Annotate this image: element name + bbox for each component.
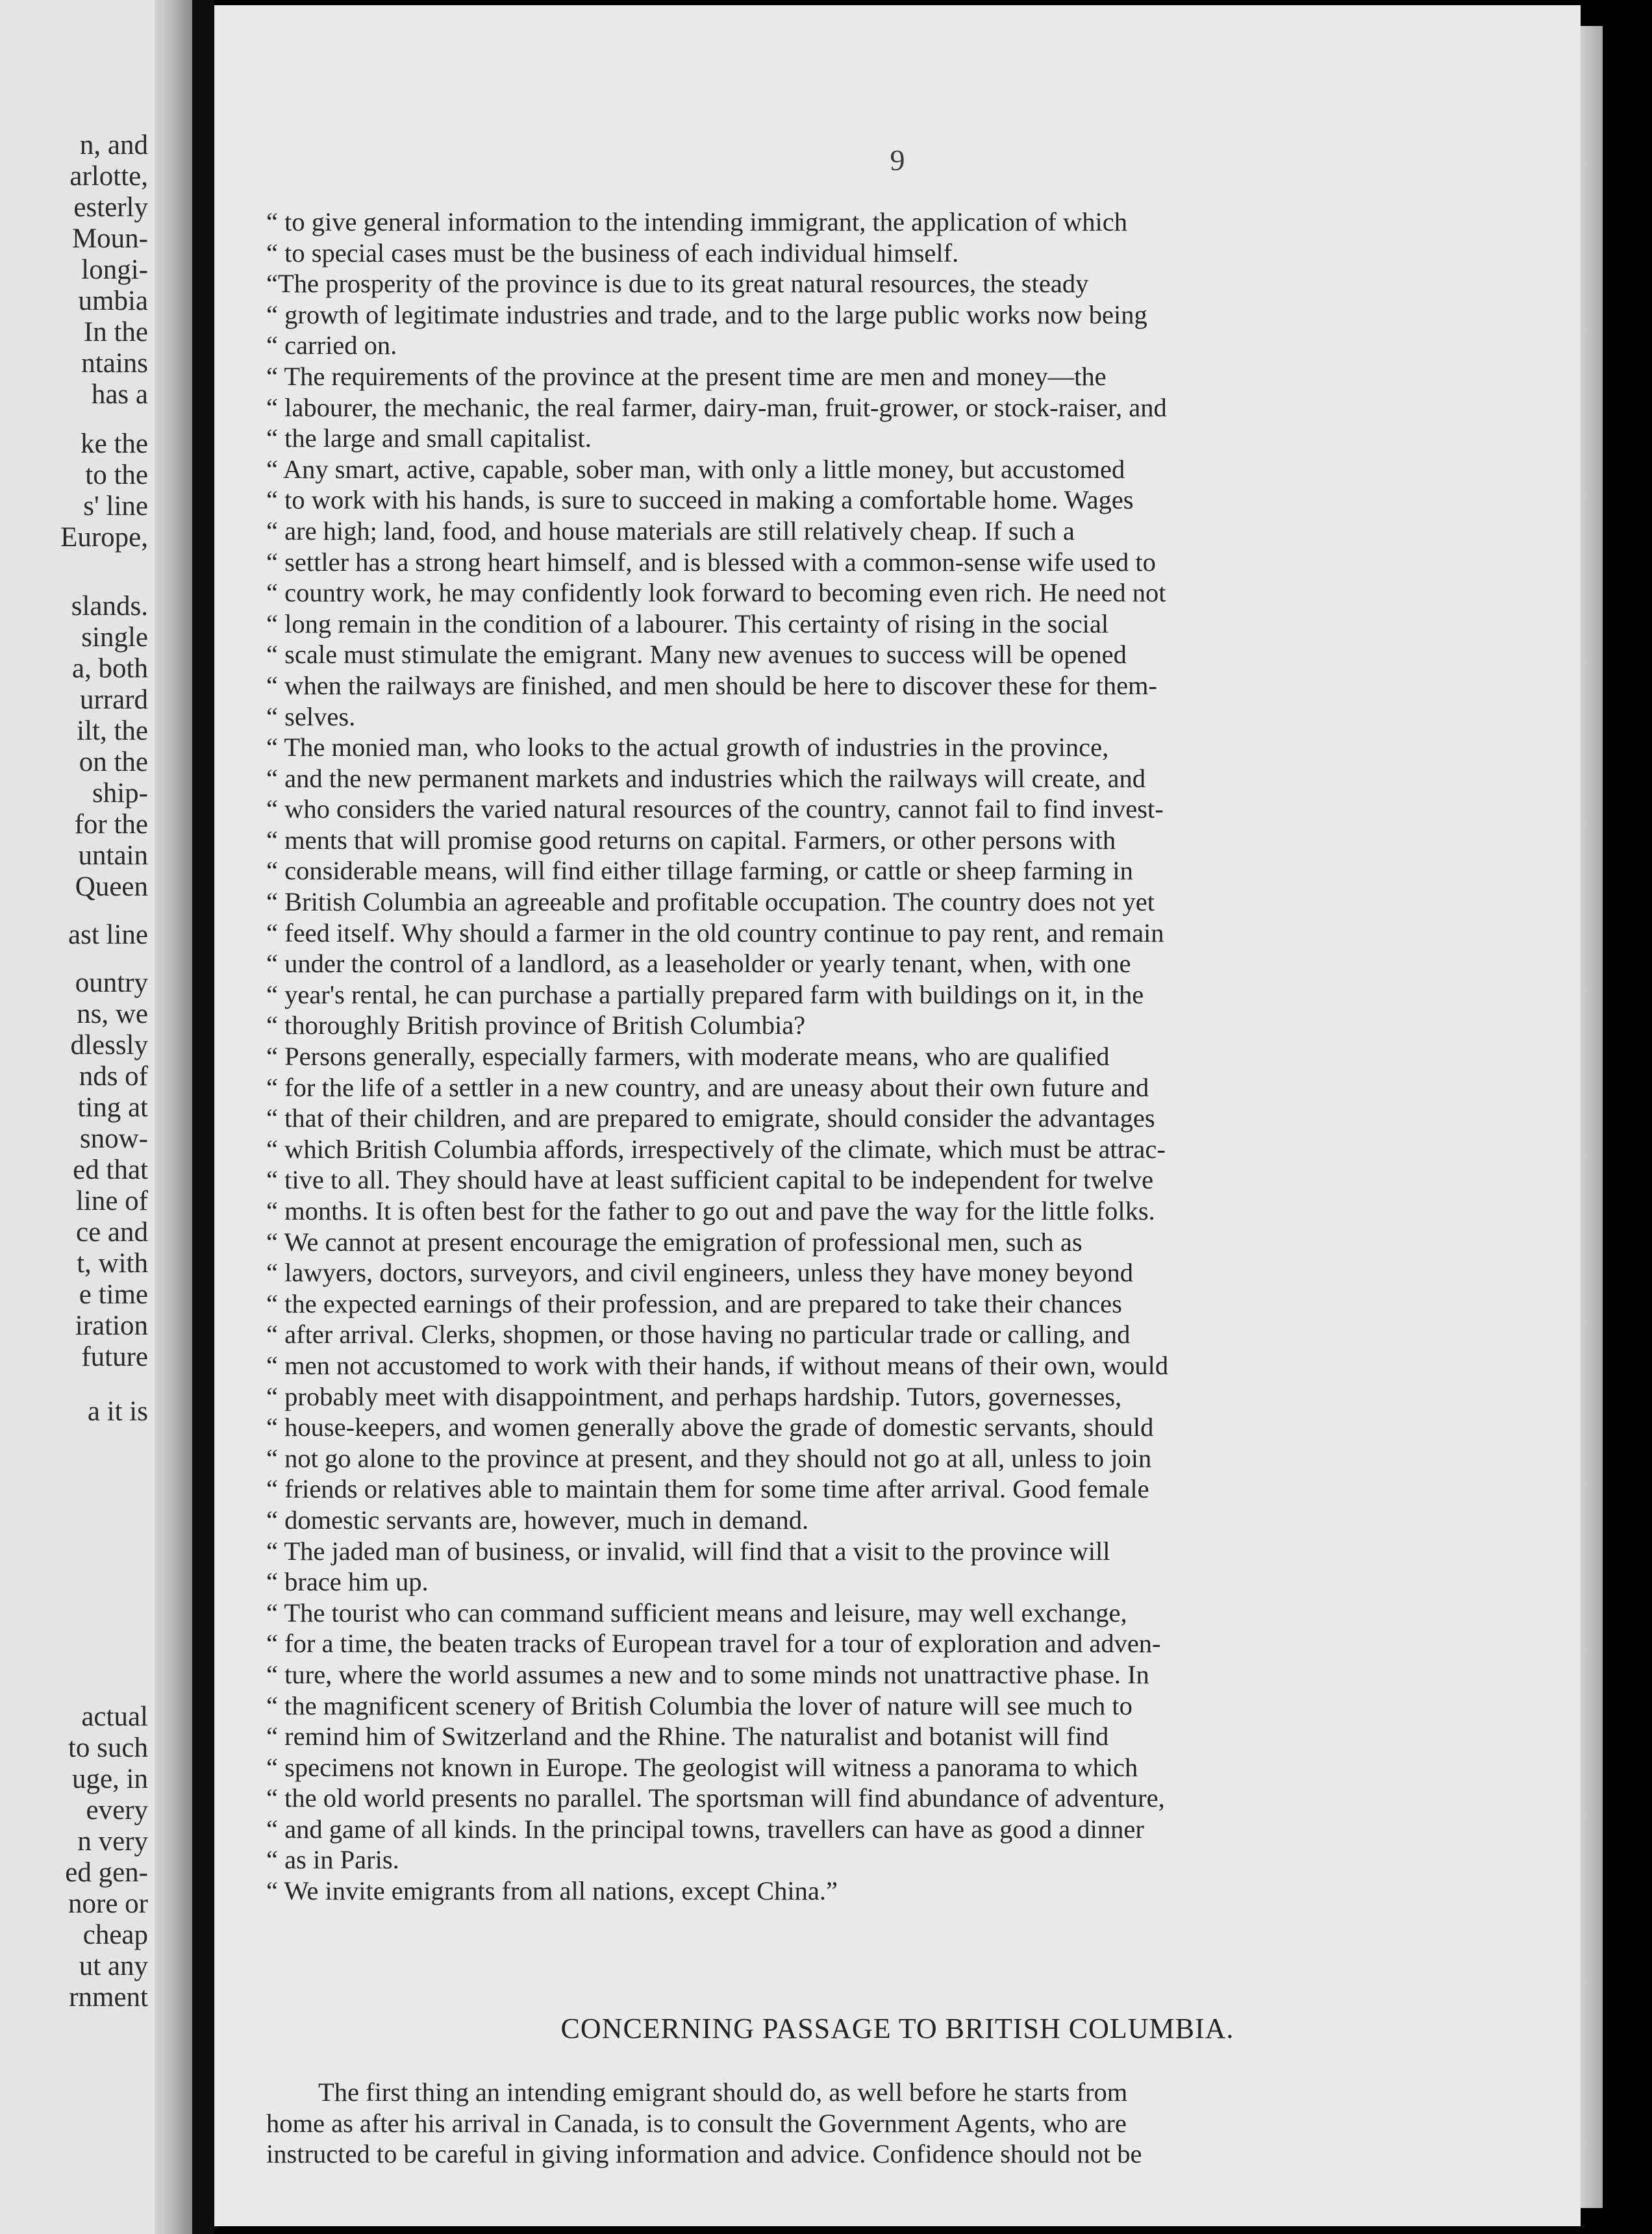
text-line: “ months. It is often best for the father to go out and pave the way for the little folks. [266, 1196, 1155, 1225]
text-line: “ the magnificent scenery of British Columbia the lover of nature will see much to [266, 1690, 1133, 1720]
page-fold-shadow [155, 0, 192, 2234]
text-line: instructed to be careful in giving information and advice. Confidence should not be [266, 2139, 1142, 2169]
section-heading: CONCERNING PASSAGE TO BRITISH COLUMBIA. [560, 2013, 1234, 2044]
previous-page-fragment: future [81, 1342, 148, 1372]
text-line: “ under the control of a landlord, as a leaseholder or yearly tenant, when, with one [266, 949, 1131, 979]
previous-page-fragment: ns, we [77, 999, 148, 1029]
text-line: “ scale must stimulate the emigrant. Many new avenues to success will be opened [266, 640, 1127, 670]
text-line: “ feed itself. Why should a farmer in the old country continue to pay rent, and remain [266, 918, 1164, 948]
text-line: “ thoroughly British province of British Columbia? [266, 1010, 806, 1040]
previous-page-fragment: to the [85, 460, 148, 490]
text-line: “ remind him of Switzerland and the Rhine. The naturalist and botanist will find [266, 1722, 1109, 1751]
text-line: “The prosperity of the province is due to its great natural resources, the steady [266, 269, 1089, 299]
previous-page-fragment: rnment [69, 1982, 148, 2013]
text-line: “ We cannot at present encourage the emigration of professional men, such as [266, 1227, 1083, 1257]
previous-page-fragment: dlessly [70, 1030, 148, 1061]
text-line: “ ments that will promise good returns on capital. Farmers, or other persons with [266, 825, 1116, 855]
previous-page-fragment: Europe, [60, 522, 148, 553]
text-line: “ the large and small capitalist. [266, 423, 592, 453]
closing-paragraph [266, 2077, 1460, 2170]
previous-page-fragment: n, and [79, 130, 148, 160]
previous-page-fragment: umbia [78, 286, 148, 316]
text-line: “ British Columbia an agreeable and profitable occupation. The country does not yet [266, 887, 1155, 917]
text-line: “ the old world presents no parallel. The sportsman will find abundance of adventure, [266, 1783, 1165, 1813]
text-line: “ year's rental, he can purchase a partially prepared farm with buildings on it, in the [266, 979, 1144, 1009]
text-line: “ carried on. [266, 331, 397, 360]
previous-page-fragment: longi- [81, 255, 148, 285]
previous-page-fragment: ke the [81, 429, 148, 459]
text-line: “ that of their children, and are prepared to emigrate, should consider the advantages [266, 1103, 1155, 1133]
previous-page-fragment: a it is [87, 1396, 148, 1427]
text-line: “ selves. [266, 701, 356, 731]
text-line: “ to give general information to the intending immigrant, the application of which [266, 207, 1128, 236]
text-line: “ settler has a strong heart himself, and is blessed with a common-sense wife used to [266, 547, 1156, 577]
page-edge-shadow [1581, 26, 1603, 2208]
previous-page-fragment: actual [81, 1701, 148, 1732]
text-line: “ which British Columbia affords, irrespectively of the climate, which must be attrac- [266, 1134, 1166, 1164]
text-line: “ as in Paris. [266, 1845, 399, 1875]
text-line: “ ture, where the world assumes a new and to some minds not unattractive phase. In [266, 1659, 1149, 1689]
previous-page-fragment: ut any [79, 1951, 148, 1981]
text-line: “ to special cases must be the business of each individual himself. [266, 238, 959, 268]
text-line: home as after his arrival in Canada, is to consult the Government Agents, who are [266, 2108, 1127, 2138]
previous-page-fragment: n very [77, 1826, 148, 1857]
previous-page-fragment: arlotte, [69, 161, 148, 192]
previous-page-fragment: s' line [83, 491, 148, 521]
text-line: “ long remain in the condition of a labourer. This certainty of rising in the social [266, 609, 1109, 638]
text-line: “ friends or relatives able to maintain them for some time after arrival. Good female [266, 1474, 1149, 1504]
text-line: “ after arrival. Clerks, shopmen, or those having no particular trade or calling, and [266, 1320, 1131, 1349]
previous-page-fragment: ship- [92, 778, 148, 809]
previous-page-fragment: ed that [73, 1155, 148, 1185]
previous-page-fragment: single [81, 622, 148, 653]
text-line: “ domestic servants are, however, much in demand. [266, 1505, 809, 1535]
text-line: “ probably meet with disappointment, and perhaps hardship. Tutors, governesses, [266, 1381, 1122, 1411]
text-line: “ house-keepers, and women generally above the grade of domestic servants, should [266, 1412, 1154, 1442]
previous-page-fragment: Queen [75, 872, 148, 902]
previous-page-fragment: slands. [71, 591, 148, 621]
previous-page-fragment: to such [68, 1733, 148, 1763]
previous-page-fragment: iration [75, 1311, 148, 1341]
previous-page-fragment: cheap [82, 1920, 148, 1950]
text-line: “ who considers the varied natural resources of the country, cannot fail to find invest- [266, 794, 1164, 824]
text-line: “ labourer, the mechanic, the real farmer, dairy-man, fruit-grower, or stock-raiser, and [266, 392, 1167, 422]
text-line: “ to work with his hands, is sure to succeed in making a comfortable home. Wages [266, 485, 1134, 515]
text-line: “ and the new permanent markets and industries which the railways will create, and [266, 763, 1146, 793]
text-line: “ The requirements of the province at the present time are men and money—the [266, 361, 1107, 391]
body-text [266, 207, 1460, 1907]
text-line: The first thing an intending emigrant should do, as well before he starts from [318, 2077, 1128, 2107]
text-line: “ for the life of a settler in a new country, and are uneasy about their own future and [266, 1072, 1149, 1102]
previous-page-fragment: ountry [75, 968, 148, 998]
previous-page-fragment: ilt, the [77, 716, 148, 746]
previous-page-fragment: untain [78, 840, 148, 871]
previous-page-fragment: ntains [81, 348, 148, 379]
text-line: “ Any smart, active, capable, sober man, with only a little money, but accustomed [266, 454, 1125, 484]
text-line: “ Persons generally, especially farmers, with moderate means, who are qualified [266, 1042, 1110, 1072]
previous-page-fragment: on the [79, 747, 148, 777]
previous-page-fragment: every [86, 1795, 148, 1826]
previous-page-fragment: urrard [79, 684, 148, 715]
text-line: “ The tourist who can command sufficient means and leisure, may well exchange, [266, 1598, 1127, 1627]
text-line: “ lawyers, doctors, surveyors, and civil engineers, unless they have money beyond [266, 1258, 1134, 1288]
previous-page-edge [0, 0, 155, 2234]
text-line: “ The monied man, who looks to the actual growth of industries in the province, [266, 733, 1109, 762]
previous-page-fragment: line of [75, 1186, 148, 1216]
text-line: “ when the railways are finished, and men should be here to discover these for them- [266, 670, 1158, 700]
previous-page-fragment: for the [74, 809, 148, 840]
text-line: “ tive to all. They should have at least sufficient capital to be independent for twelve [266, 1165, 1154, 1195]
scan-gutter [192, 0, 214, 2234]
text-line: “ specimens not known in Europe. The geologist will witness a panorama to which [266, 1752, 1138, 1782]
previous-page-fragment: ast line [68, 920, 148, 950]
text-line: “ brace him up. [266, 1567, 429, 1597]
previous-page-fragment: nore or [68, 1889, 148, 1919]
previous-page-fragment: uge, in [71, 1764, 148, 1794]
text-line: “ men not accustomed to work with their hands, if without means of their own, would [266, 1350, 1169, 1380]
previous-page-fragment: ce and [75, 1217, 148, 1248]
previous-page-fragment: Moun- [71, 223, 148, 254]
previous-page-fragment: In the [83, 317, 148, 347]
previous-page-fragment: e time [79, 1279, 148, 1310]
previous-page-fragment: a, both [71, 653, 148, 684]
text-line: “ for a time, the beaten tracks of European travel for a tour of exploration and adven- [266, 1629, 1161, 1659]
text-line: “ not go alone to the province at present, and they should not go at all, unless to join [266, 1443, 1152, 1473]
previous-page-fragment: snow- [79, 1123, 148, 1154]
previous-page-fragment: esterly [73, 192, 148, 223]
text-line: “ and game of all kinds. In the principal towns, travellers can have as good a dinner [266, 1814, 1144, 1844]
text-line: “ The jaded man of business, or invalid, will find that a visit to the province will [266, 1536, 1110, 1566]
text-line: “ the expected earnings of their profession, and are prepared to take their chances [266, 1288, 1122, 1318]
page-number: 9 [890, 144, 905, 177]
document-page [214, 5, 1581, 2226]
previous-page-fragment: ed gen- [65, 1857, 148, 1888]
text-line: “ We invite emigrants from all nations, except China.” [266, 1876, 838, 1906]
previous-page-fragment: t, with [77, 1248, 148, 1279]
text-line: “ growth of legitimate industries and trade, and to the large public works now being [266, 299, 1147, 329]
previous-page-fragment: nds of [79, 1061, 148, 1092]
text-line: “ are high; land, food, and house materials are still relatively cheap. If such a [266, 516, 1075, 546]
previous-page-fragment: has a [91, 379, 148, 410]
text-line: “ country work, he may confidently look forward to becoming even rich. He need not [266, 578, 1166, 608]
previous-page-fragment: ting at [77, 1092, 148, 1123]
text-line: “ considerable means, will find either tillage farming, or cattle or sheep farming in [266, 856, 1133, 886]
